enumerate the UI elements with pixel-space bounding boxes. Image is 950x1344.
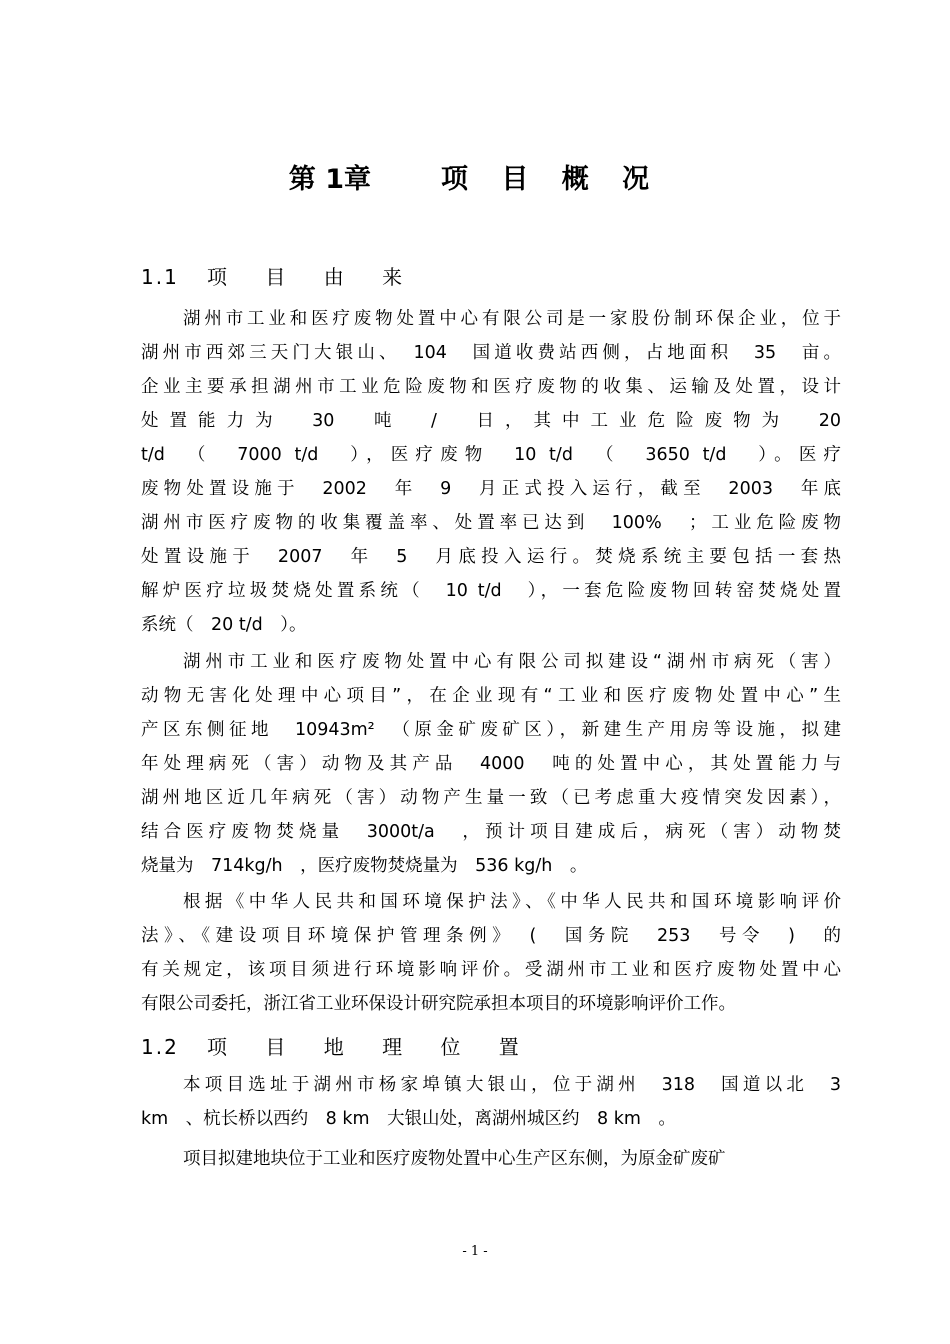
text-line: 湖州市西郊三天门大银山、 104 国道收费站西侧，占地面积 35 亩。 <box>141 343 841 363</box>
text-line: 根据《中华人民共和国环境保护法》、《中华人民共和国环境影响评价 <box>183 892 841 912</box>
chapter-title <box>0 160 950 200</box>
text-line: 废物处置设施于 2002 年 9 月正式投入运行，截至 2003 年底 <box>141 479 841 499</box>
text-line: 湖州市工业和医疗废物处置中心有限公司是一家股份制环保企业，位于 <box>183 309 841 329</box>
chapter-number: 第 1章 <box>288 164 371 195</box>
text-line: 湖州市医疗废物的收集覆盖率、处置率已达到 100% ；工业危险废物 <box>141 513 841 533</box>
paragraph <box>141 302 841 642</box>
paragraph <box>141 1142 841 1176</box>
text-line: 处置设施于 2007 年 5 月底投入运行。焚烧系统主要包括一套热 <box>141 547 841 567</box>
text-line: 解炉医疗垃圾焚烧处置系统（ 10 t/d ），一套危险废物回转窑焚烧处置 <box>141 581 841 601</box>
text-line: 烧量为 714kg/h ，医疗废物焚烧量为 536 kg/h 。 <box>141 856 588 876</box>
text-line: 本项目选址于湖州市杨家埠镇大银山，位于湖州 318 国道以北 3 <box>183 1075 841 1095</box>
paragraph <box>141 645 841 883</box>
text-line: km 、杭长桥以西约 8 km 大银山处，离湖州城区约 8 km 。 <box>141 1109 676 1129</box>
chapter-title-text: 项 目 概 况 <box>440 164 662 195</box>
text-line: 企业主要承担湖州市工业危险废物和医疗废物的收集、运输及处置，设计 <box>141 377 841 397</box>
text-line: 系统（ 20 t/d ）。 <box>141 615 307 635</box>
text-line: 动物无害化处理中心项目”，在企业现有“工业和医疗废物处置中心”生 <box>141 686 841 706</box>
text-line: 结合医疗废物焚烧量 3000t/a ，预计项目建成后，病死（害）动物焚 <box>141 822 841 842</box>
text-line: 有关规定，该项目须进行环境影响评价。受湖州市工业和医疗废物处置中心 <box>141 960 841 980</box>
text-line: 项目拟建地块位于工业和医疗废物处置中心生产区东侧，为原金矿废矿 <box>183 1149 726 1169</box>
paragraph <box>141 885 841 1021</box>
text-line: t/d （ 7000 t/d ），医疗废物 10 t/d （ 3650 t/d ）。医疗 <box>141 445 841 465</box>
section-heading <box>141 1032 535 1062</box>
text-line: 湖州市工业和医疗废物处置中心有限公司拟建设“湖州市病死（害） <box>183 652 841 672</box>
section-title: 项 目 由 来 <box>207 265 419 289</box>
text-line: 湖州地区近几年病死（害）动物产生量一致（已考虑重大疫情突发因素）， <box>141 788 841 808</box>
section-title: 项 目 地 理 位 置 <box>207 1035 535 1059</box>
text-line: 法》、《建设项目环境保护管理条例》 ( 国务院 253 号令 ) 的 <box>141 926 841 946</box>
paragraph <box>141 1068 841 1136</box>
text-line: 产区东侧征地 10943m² （原金矿废矿区），新建生产用房等设施，拟建 <box>141 720 841 740</box>
text-line: 处置能力为 30 吨 / 日，其中工业危险废物为 20 <box>141 411 841 431</box>
text-line: 有限公司委托，浙江省工业环保设计研究院承担本项目的环境影响评价工作。 <box>141 994 736 1014</box>
text-line: 年处理病死（害）动物及其产品 4000 吨的处置中心，其处置能力与 <box>141 754 841 774</box>
section-number: 1.1 <box>141 265 179 289</box>
section-number: 1.2 <box>141 1035 179 1059</box>
page-number: - 1 - <box>462 1244 488 1259</box>
section-heading <box>141 262 418 292</box>
